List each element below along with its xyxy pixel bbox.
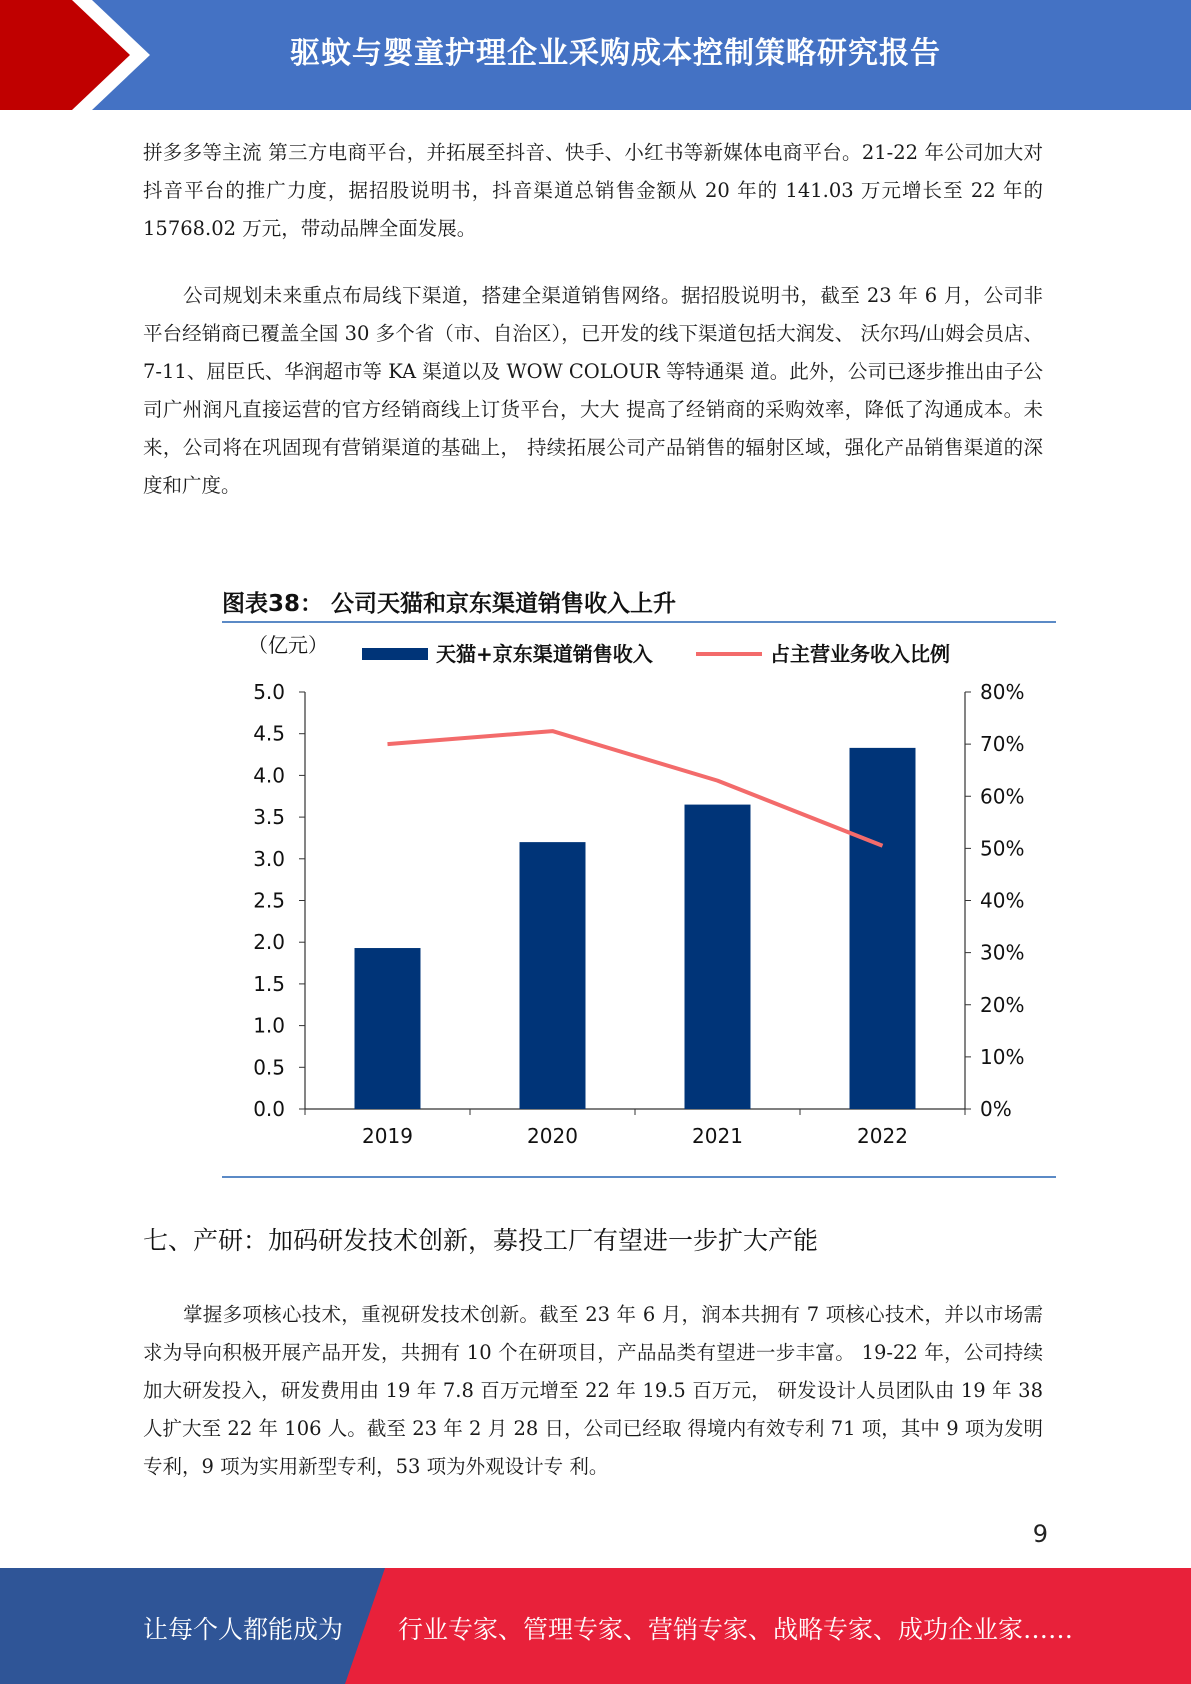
y-tick-label: 3.0: [253, 846, 285, 871]
y2-tick-label: 60%: [980, 784, 1025, 809]
x-tick-label: 2022: [857, 1124, 908, 1148]
x-tick-label: 2019: [362, 1124, 413, 1148]
bar-2022: [850, 748, 916, 1109]
y2-tick-label: 70%: [980, 732, 1025, 757]
section-heading: 七、产研：加码研发技术创新，募投工厂有望进一步扩大产能: [143, 1226, 819, 1255]
chart-svg: [222, 625, 1056, 1165]
chart-top-rule: [222, 621, 1056, 623]
bar-2021: [685, 805, 751, 1109]
y2-tick-label: 20%: [980, 992, 1025, 1017]
y-tick-label: 2.0: [253, 930, 285, 955]
paragraph-3: 掌握多项核心技术，重视研发技术创新。截至 23 年 6 月，润本共拥有 7 项核心技术，并以市场需求为导向积极开展产品开发，共拥有 10 个在研项目，产品品类有望进一步丰富。 19-22 年，公司持续加大研发投入，研发费用由 19 年 7.8 百万元增至 22 年 19.5 百万元， 研发设计人员团队由 19 年 38 人扩大至 22 年 106 人。截至 23 年 2 月 28 日，公司已经取 得境内有效专利 71 项，其中 9 项为发明专利，9 项为实用新型专利，53 项为外观设计专 利。: [143, 1303, 1043, 1478]
chart-title: 图表38： 公司天猫和京东渠道销售收入上升: [222, 591, 677, 617]
page-number: 9: [1032, 1520, 1048, 1548]
y-tick-label: 3.5: [253, 805, 285, 830]
y2-tick-label: 50%: [980, 836, 1025, 861]
x-tick-label: 2020: [527, 1124, 578, 1148]
paragraph-1: 拼多多等主流 第三方电商平台，并拓展至抖音、快手、小红书等新媒体电商平台。21-22 年公司加大对 抖音平台的推广力度，据招股说明书，抖音渠道总销售金额从 20 年的 141.03 万元增长至 22 年的 15768.02 万元，带动品牌全面发展。: [143, 141, 1043, 240]
y-tick-label: 1.5: [253, 971, 285, 996]
chart-bottom-rule: [222, 1176, 1056, 1178]
y-tick-label: 4.5: [253, 721, 285, 746]
y2-tick-label: 80%: [980, 680, 1025, 704]
y-tick-label: 0.5: [253, 1055, 285, 1080]
bar-2019: [355, 948, 421, 1109]
header-red-arrow: [0, 0, 150, 110]
chart-figure: [222, 585, 1056, 1180]
paragraph-2: 公司规划未来重点布局线下渠道，搭建全渠道销售网络。据招股说明书，截至 23 年 6 月，公司非平台经销商已覆盖全国 30 多个省（市、自治区），已开发的线下渠道包括大润发、 沃尔玛/山姆会员店、7-11、屈臣氏、华润超市等 KA 渠道以及 WOW COLOUR 等特通渠 道。此外，公司已逐步推出由子公司广州润凡直接运营的官方经销商线上订货平台，大大 提高了经销商的采购效率，降低了沟通成本。未来，公司将在巩固现有营销渠道的基础上， 持续拓展公司产品销售的辐射区域，强化产品销售渠道的深度和广度。: [143, 284, 1043, 497]
footer-slogan-left: 让每个人都能成为: [143, 1615, 344, 1644]
page-title: 驱蚊与婴童护理企业采购成本控制策略研究报告: [290, 36, 941, 71]
line-series-ratio: [388, 731, 883, 846]
y2-tick-label: 0%: [980, 1097, 1012, 1121]
x-tick-label: 2021: [692, 1124, 743, 1148]
y-tick-label: 4.0: [253, 763, 285, 788]
y-tick-label: 1.0: [253, 1013, 285, 1038]
y2-tick-label: 10%: [980, 1044, 1025, 1069]
y-tick-label: 2.5: [253, 888, 285, 913]
y-tick-label: 0.0: [253, 1097, 285, 1121]
y-tick-label: 5.0: [253, 680, 285, 704]
y-axis-unit-label: （亿元）: [248, 633, 328, 657]
y2-tick-label: 40%: [980, 888, 1025, 913]
bar-2020: [520, 842, 586, 1109]
legend-swatch-bar: [362, 648, 428, 660]
footer-banner: [0, 1568, 1191, 1684]
legend-label-bar: 天猫+京东渠道销售收入: [436, 642, 653, 666]
legend-label-line: 占主营业务收入比例: [770, 642, 950, 666]
footer-slogan-right: 行业专家、管理专家、营销专家、战略专家、成功企业家……: [398, 1615, 1074, 1644]
y2-tick-label: 30%: [980, 940, 1025, 965]
